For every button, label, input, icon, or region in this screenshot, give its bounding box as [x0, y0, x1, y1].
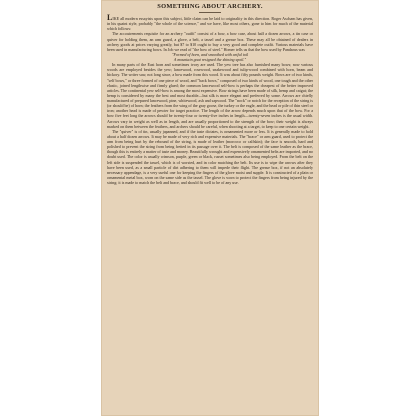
paragraph-materials: In many parts of the East horn and sometimes ivory are used. The yew tree has also furnished many bows; now various woods are employed besides the yew; lancewood, rosewood, snakewood and tulip-wood combined with horn, beam and hickory. The writer saw, not long since, a bow made from this wood. It was about fifty pounds weight. Bows are of two kinds, "self bows," or three formed of one piece of wood, and "back bows," composed of two kinds of wood, one tough and the other elastic, joined lengthwise and firmly glued; the common lancewood self-bow is perhaps the cheapest of the better improved articles. The continental yew self-bow is among the most expensive. Bow strings have been made of silk, hemp and catgut; the hemp is considered by many the best and most durable—but silk is more elegant and preferred by some. Arrows are chiefly manufactured of prepared lancewood, pine, whitewood, ash and sapwood. The "nock" or notch for the reception of the string is (or should be) of horn; the feathers from the wing of the gray goose, the turkey or the eagle, and the head or pile of thin steel or iron; another head is made of pewter for target practice. The length of the arrow depends much upon that of the bow. For a bow five feet long the arrows should be twenty-four or twenty-five inches in length—twenty-seven inches is the usual width. Arrows vary in weight as well as in length, and are usually proportioned to the strength of the bow; their weight is always marked on them between the feathers, and archers should be careful, when shooting at a target, to keep to one certain weight. — [107, 62, 313, 129]
verse-line: "Formed of horn, and smoothed with artful toil — [171, 51, 249, 57]
paragraph-intro-text: IKE all modern essayists upon this subject, little claim can be laid to originality in this direction. Roger Ascham has given, in his quaint style, probably "the whole of the science," and we have, like most others, gone to him for much of the material which follows: — [107, 16, 313, 32]
drop-cap: L — [107, 13, 113, 22]
verse-line: A mountain goat resigned the shining spoil." — [173, 57, 247, 62]
newspaper-clipping — [101, 0, 319, 416]
paragraph-intro — [107, 15, 313, 31]
article-title: SOMETHING ABOUT ARCHERY. — [157, 3, 263, 10]
title-divider — [199, 12, 221, 13]
paragraph-equipment: The "quiver" is of tin, usually japanned, and if the taste dictates, is ornamented more or less. It is generally made to hold about a half dozen arrows. It may be made of very rich and expensive materials. The "brace" or arm guard, used to protect the arm from being hurt by the rebound of the string, is made of leather (morocco or calfskin); the face is smooth, hard and polished to prevent the string from being fretted in its passage over it. The belt is composed of the same leather as the brace, though this is entirely a matter of taste and money. Beautifully wrought and expensively ornamented belts are imported, and no doubt used. The color is usually crimson, purple, green or black, russet sometimes also being employed. From the belt on the left side is suspended the tassel, which is of worsted, and in color matching the belt. Its use is to wipe the arrows after they have been used, as a small particle of dirt adhering to them will impede their flight. The grease box, if not an absolutely necessary appendage, is a very useful one for keeping the fingers of the glove moist and supple. It is constructed of a plain or ornamental metal box, worn on the same side as the tassel. The glove is worn to protect the fingers from being injured by the string; it is made to match the belt and brace, and should fit well to be of any use. — [107, 128, 313, 185]
article-body — [101, 15, 319, 185]
paragraph-accoutrements: The accoutrements requisite for an archery "outfit" consist of a bow, a bow case, about half a dozen arrows, a tin case or quiver for holding them, an arm guard, a glove, a belt, a tassel and a grease box. These may all be obtained of dealers in archery goods at prices varying greatly, but $7 to $10 ought to buy a very good and complete outfit. Various materials have been used in manufacturing bows. In Job we read of "the bow of steel." Homer tells us that the bow used by Pandarus was — [107, 31, 313, 52]
